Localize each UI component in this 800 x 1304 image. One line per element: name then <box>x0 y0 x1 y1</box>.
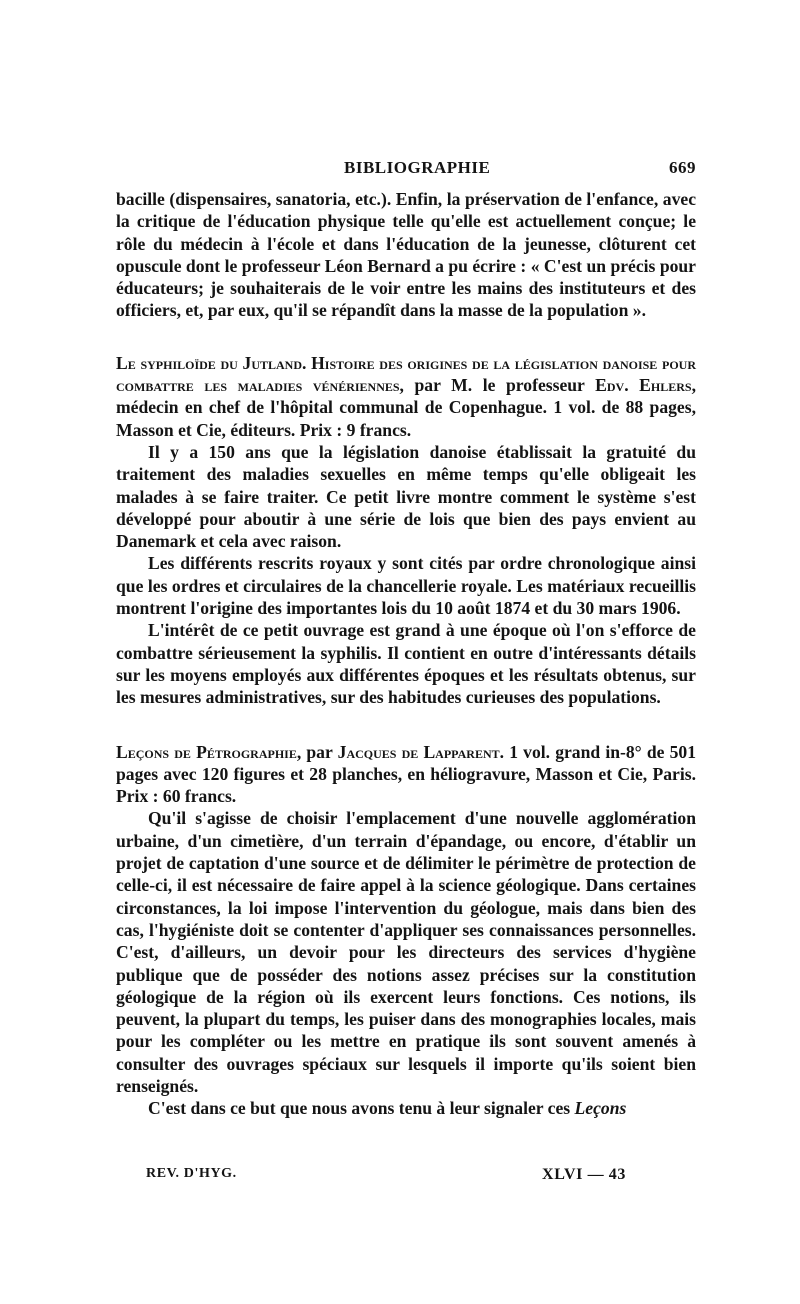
review-paragraph: L'intérêt de ce petit ouvrage est grand à une époque où l'on s'efforce de combattre sérieusement la syphilis. Il contient en outre d'intéressants détails sur les moyens employés aux différentes époques et les résultats obtenus, sur les mesures administratives, sur des habitudes curieuses des populations. <box>116 620 696 708</box>
review-paragraph: Qu'il s'agisse de choisir l'emplacement d'une nouvelle agglomération urbaine, d'un cimetière, d'un terrain d'épandage, ou encore, d'établir un projet de captation d'une source et de délimiter le périmètre de protection de celle-ci, il est nécessaire de faire appel à la science géologique. Dans certaines circonstances, la loi impose l'intervention du géologue, mais dans bien des cas, l'hygiéniste doit se contenter d'appliquer ses connaissances personnelles. C'est, d'ailleurs, un devoir pour les directeurs des services d'hygiène publique que de posséder des notions assez précises sur la constitution géologique de la région où ils exercent leurs fonctions. Ces notions, ils peuvent, la plupart du temps, les puiser dans des monographies locales, mais pour les compléter ou les mettre en pratique ils sont souvent amenés à consulter des ouvrages spéciaux sur lesquels il importe qu'ils soient bien renseignés. <box>116 808 696 1096</box>
book-title: Le syphiloïde du Jutland. Histoire des origines de la législation danoise pour combattre les maladies vénériennes, <box>116 352 696 396</box>
review-paragraph: Il y a 150 ans que la législation danoise établissait la gratuité du traitement des maladies sexuelles en même temps qu'elle obligeait les malades à se faire traiter. Ce petit livre montre comment le système s'est développé pour aboutir à une série de lois que bien des pays envient au Danemark et cela avec raison. <box>116 441 696 552</box>
page-footer <box>146 1166 626 1186</box>
heading-by: par M. le professeur <box>403 375 596 396</box>
volume-signature: XLVI — 43 <box>542 1166 626 1183</box>
book-author: Jacques de Lapparent. <box>337 741 505 762</box>
page-body <box>116 188 696 1120</box>
review-last-line <box>116 1097 696 1119</box>
book-title: Leçons de Pétrographie, <box>116 741 302 762</box>
book-publication-details: médecin en chef de l'hôpital communal de Copenhague. 1 vol. de 88 pages, Masson et Cie, éditeurs. Prix : 9 francs. <box>116 397 696 440</box>
running-head <box>116 158 696 182</box>
heading-by: par <box>301 741 338 762</box>
journal-signature: REV. D'HYG. <box>146 1166 237 1181</box>
book-publication-details: 1 vol. grand in-8° de 501 pages avec 120 figures et 28 planches, en héliogravure, Masson et Cie, Paris. Prix : 60 francs. <box>116 741 697 807</box>
last-line-italic: Leçons <box>574 1098 627 1119</box>
page-number: 669 <box>669 158 696 177</box>
last-line-text: C'est dans ce but que nous avons tenu à leur signaler ces <box>148 1098 575 1119</box>
book-author: Edv. Ehlers, <box>595 375 696 396</box>
continuation-paragraph: bacille (dispensaires, sanatoria, etc.). Enfin, la préservation de l'enfance, avec la critique de l'éducation physique telle qu'elle est actuellement conçue; le rôle du médecin à l'école et dans l'éducation de la jeunesse, clôturent cet opuscule dont le professeur Léon Bernard a pu écrire : « C'est un précis pour éducateurs; je souhaiterais de le voir entre les mains des instituteurs et des officiers, et, par eux, qu'il se répandît dans la masse de la population ». <box>116 189 696 321</box>
review-heading-petrographie <box>116 741 696 808</box>
review-paragraph: Les différents rescrits royaux y sont cités par ordre chronologique ainsi que les ordres et circulaires de la chancellerie royale. Les matériaux recueillis montrent l'origine des importantes lois du 10 août 1874 et du 30 mars 1906. <box>116 553 696 619</box>
review-heading-syphiloide <box>116 352 696 441</box>
page-title: BIBLIOGRAPHIE <box>344 158 491 177</box>
